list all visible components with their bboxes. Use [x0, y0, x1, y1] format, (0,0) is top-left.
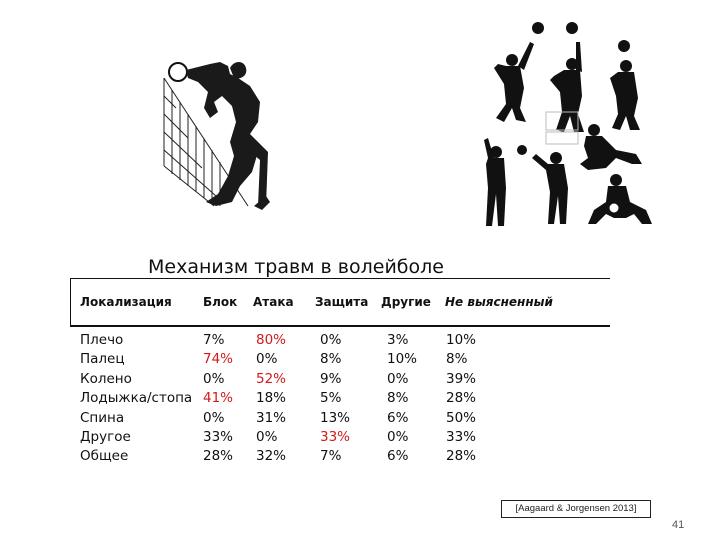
table-cell: 3% — [387, 332, 409, 348]
table-cell: 33% — [320, 429, 351, 445]
header-defense: Защита — [315, 295, 369, 309]
volleyball-player-silhouettes-illustration — [476, 18, 660, 230]
table-cell: 28% — [203, 448, 234, 465]
table-cell: 74% — [203, 351, 234, 368]
table-cell: 0% — [387, 429, 409, 445]
table-row-label: Колено — [80, 370, 132, 387]
table-cell: 41% — [203, 390, 234, 407]
table-cell: 33% — [203, 429, 234, 445]
table-cell: 28% — [446, 390, 477, 407]
table-cell: 0% — [203, 370, 225, 387]
table-cell: 18% — [256, 390, 287, 407]
header-localization: Локализация — [80, 295, 172, 309]
table-cell: 0% — [320, 332, 342, 348]
header-attack: Атака — [253, 295, 294, 309]
table-cell: 10% — [446, 332, 477, 348]
header-unknown: Не выясненный — [445, 295, 553, 309]
table-row-label: Общее — [80, 448, 129, 465]
table-cell: 0% — [256, 429, 278, 445]
table-row-label: Плечо — [80, 332, 124, 348]
table-row-label: Палец — [80, 351, 125, 368]
table-row-label: Другое — [80, 429, 131, 445]
table-top-rule — [70, 278, 610, 279]
table-row-label: Лодыжка/стопа — [80, 390, 193, 407]
table-cell: 8% — [446, 351, 468, 368]
table-cell: 8% — [387, 390, 409, 407]
table-cell: 28% — [446, 448, 477, 465]
table-cell: 32% — [256, 448, 287, 465]
table-cell: 8% — [320, 351, 342, 368]
table-cell: 0% — [203, 409, 225, 426]
table-cell: 33% — [446, 429, 477, 445]
table-cell: 7% — [320, 448, 342, 465]
table-cell: 0% — [256, 351, 278, 368]
table-cell: 6% — [387, 448, 409, 465]
table-cell: 80% — [256, 332, 287, 348]
table-cell: 7% — [203, 332, 225, 348]
table-cell: 31% — [256, 409, 287, 426]
table-cell: 5% — [320, 390, 342, 407]
table-left-rule — [70, 279, 71, 325]
citation: [Aagaard & Jorgensen 2013] — [501, 500, 651, 518]
header-block: Блок — [203, 295, 238, 309]
table-cell: 0% — [387, 370, 409, 387]
table-row-label: Спина — [80, 409, 125, 426]
table-cell: 52% — [256, 370, 287, 387]
table-header-rule — [70, 325, 610, 327]
table-cell: 6% — [387, 409, 409, 426]
table-cell: 10% — [387, 351, 418, 368]
table-cell: 13% — [320, 409, 351, 426]
slide-title: Механизм травм в волейболе — [148, 256, 444, 278]
page-number: 41 — [672, 519, 685, 531]
table-cell: 9% — [320, 370, 342, 387]
table-cell: 50% — [446, 409, 477, 426]
header-other: Другие — [381, 295, 431, 309]
table-cell: 39% — [446, 370, 477, 387]
volleyball-spike-net-illustration — [158, 56, 304, 216]
